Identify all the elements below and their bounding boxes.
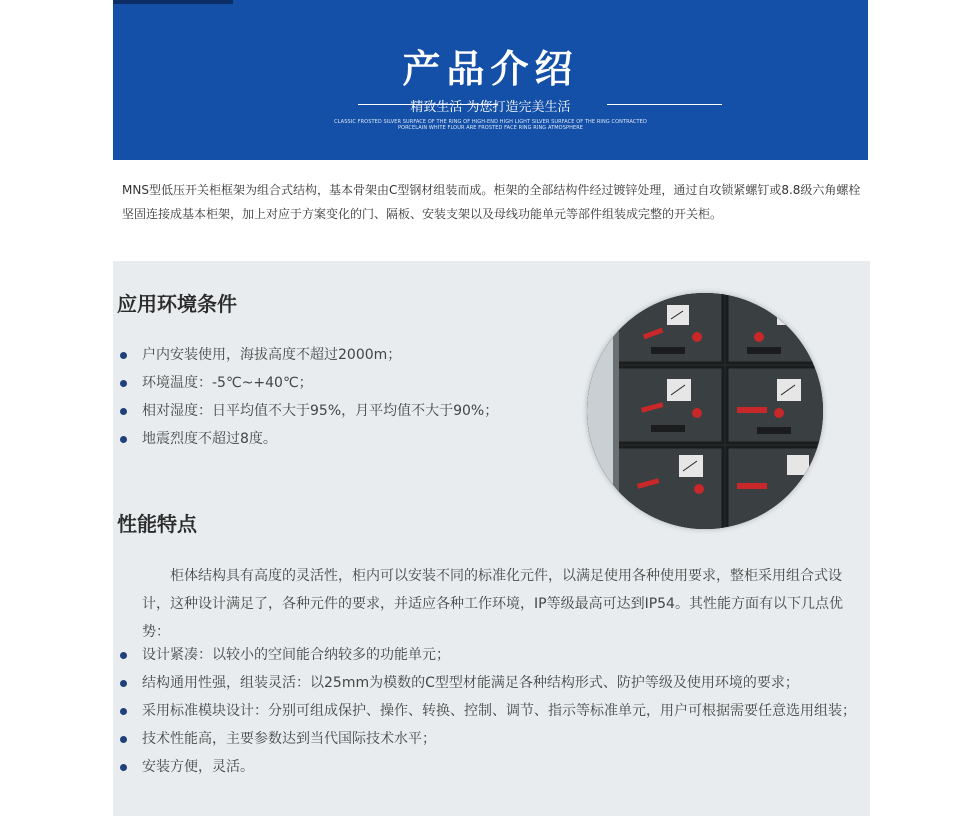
list-item: 结构通用性强，组装灵活：以25mm为模数的C型型材能满足各种结构形式、防护等级及使用环境的要求； bbox=[120, 669, 860, 697]
environment-list bbox=[120, 341, 590, 453]
banner-slogan: 精致生活 为您打造完美生活 bbox=[410, 100, 571, 115]
bullet-dot-icon bbox=[120, 408, 127, 415]
cabinet-module-3 bbox=[617, 367, 723, 443]
bullet-dot-icon bbox=[120, 652, 127, 659]
list-item: 地震烈度不超过8度。 bbox=[120, 425, 590, 453]
bullet-dot-icon bbox=[120, 708, 127, 715]
bullet-dot-icon bbox=[120, 736, 127, 743]
list-item: 采用标准模块设计：分别可组成保护、操作、转换、控制、调节、指示等标准单元，用户可根据需要任意选用组装； bbox=[120, 697, 860, 725]
banner-english-line-2: PORCELAIN WHITE FLOUR ARE FROSTED FACE RING RING ATMOSPHERE bbox=[397, 125, 584, 131]
list-item: 设计紧凑：以较小的空间能合纳较多的功能单元； bbox=[120, 641, 860, 669]
banner-top-strip bbox=[113, 0, 233, 4]
bullet-dot-icon bbox=[120, 352, 127, 359]
list-item: 技术性能高，主要参数达到当代国际技术水平； bbox=[120, 725, 860, 753]
bullet-dot-icon bbox=[120, 680, 127, 687]
list-item: 相对湿度：日平均值不大于95%，月平均值不大于90%； bbox=[120, 397, 590, 425]
header-banner bbox=[113, 0, 868, 160]
list-item: 安装方便，灵活。 bbox=[120, 753, 860, 781]
cabinet-module-4 bbox=[727, 367, 823, 443]
features-paragraph: 柜体结构具有高度的灵活性，柜内可以安装不同的标准化元件，以满足使用各种使用要求，整柜采用组合式设计，这种设计满足了，各种元件的要求，并适应各种工作环境，IP等级最高可达到IP54。其性能方面有以下几点优势： bbox=[142, 568, 843, 640]
list-item: 户内安装使用，海拔高度不超过2000m； bbox=[120, 341, 590, 369]
bullet-dot-icon bbox=[120, 436, 127, 443]
banner-divider-right bbox=[607, 104, 722, 105]
bullet-dot-icon bbox=[120, 764, 127, 771]
section-title-environment: 应用环境条件 bbox=[117, 292, 237, 316]
banner-english-line-1: CLASSIC FROSTED SILVER SURFACE OF THE RING OF HIGH-END HIGH LIGHT SILVER SURFACE OF THE RING CONTRACTED bbox=[334, 119, 647, 125]
banner-title: 产品介绍 bbox=[402, 46, 579, 91]
switchgear-cabinet-icon bbox=[587, 293, 823, 529]
list-item: 环境温度：-5℃~+40℃； bbox=[120, 369, 590, 397]
bullet-dot-icon bbox=[120, 380, 127, 387]
switchgear-cabinet-photo bbox=[587, 293, 823, 529]
intro-paragraph: MNS型低压开关柜框架为组合式结构，基本骨架由C型钢材组装而成。柜架的全部结构件经过镀锌处理，通过自攻锁紧螺钉或8.8级六角螺栓坚固连接成基本柜架，加上对应于方案变化的门、隔板、安装支架以及母线功能单元等部件组装成完整的开关柜。 bbox=[122, 183, 861, 221]
features-list bbox=[120, 641, 860, 781]
section-title-features: 性能特点 bbox=[117, 512, 197, 536]
